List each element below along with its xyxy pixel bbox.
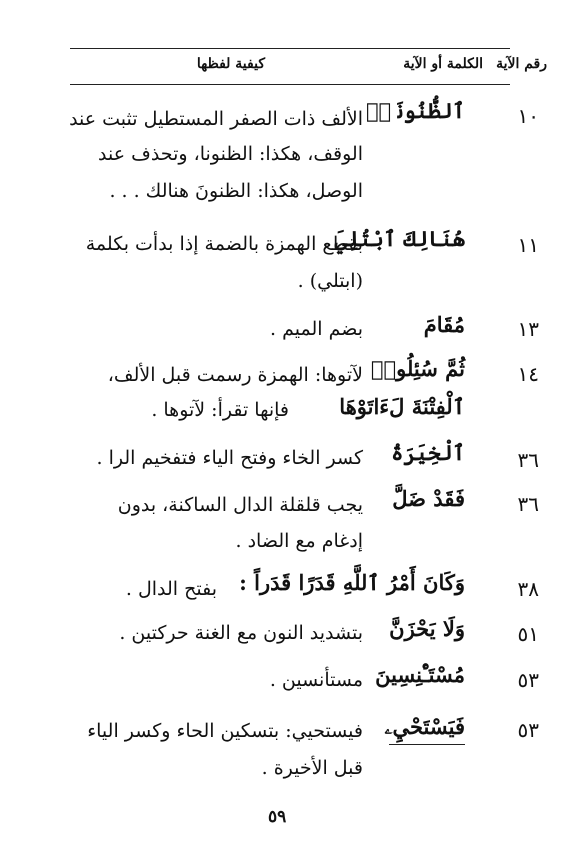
pronunciation-text: الوصل، هكذا: الظنونَ هنالك . . .: [109, 180, 363, 202]
quran-word: هُنَالِكَ ٱبْتُلِيَ: [334, 226, 465, 251]
verse-number: ١١: [517, 233, 539, 257]
pronunciation-text: فإنها تقرأ: لآتوها .: [151, 399, 289, 421]
verse-number: ٥١: [517, 622, 539, 646]
pronunciation-text: قبل الأخيرة .: [261, 757, 363, 779]
pronunciation-text: الوقف، هكذا: الظنونا، وتحذف عند: [98, 143, 363, 165]
pronunciation-text: بتشديد النون مع الغنة حركتين .: [119, 622, 363, 644]
verse-number: ٥٣: [517, 668, 539, 692]
verse-number: ٥٣: [517, 718, 539, 742]
verse-number: ٣٨: [517, 577, 539, 601]
quran-word: وَكَانَ أَمْرُ ٱللَّهِ قَدَرًا قَدَراً :: [239, 570, 465, 595]
pronunciation-text: يجب قلقلة الدال الساكنة، بدون: [117, 494, 363, 516]
verse-number: ٣٦: [517, 492, 539, 516]
quran-word: ثُمَّ سُئِلُوا۟: [370, 356, 465, 381]
page-number: ٥٩: [268, 807, 287, 827]
quran-word: فَقَدْ ضَلَّ: [392, 486, 465, 511]
verse-number: ٣٦: [517, 448, 539, 472]
pronunciation-text: (ابتلي) .: [297, 270, 363, 292]
header-pronunciation-column: كيفية لفظها: [196, 56, 265, 72]
header-word-column: الكلمة أو الآية: [403, 56, 483, 72]
verse-number: ١٠: [517, 104, 539, 128]
quran-word: فَيَسْتَحْيِۦ: [384, 714, 465, 739]
pronunciation-text: إدغام مع الضاد .: [235, 530, 363, 552]
pronunciation-text: بضم الميم .: [270, 318, 363, 340]
word-underline: [389, 744, 465, 745]
pronunciation-text: فيستحيي: بتسكين الحاء وكسر الياء: [87, 720, 363, 742]
quran-word: ٱلْخِيَرَةُ: [391, 440, 465, 465]
quran-word: مُسْتَـْٔنِسِينَ: [375, 662, 465, 687]
pronunciation-text: بقطع الهمزة بالضمة إذا بدأت بكلمة: [85, 233, 363, 255]
header-bottom-rule: [70, 84, 510, 85]
header-top-rule: [70, 48, 510, 49]
quran-word: ٱلظُّنُونَا۠: [365, 98, 465, 123]
verse-number: ١٣: [517, 317, 539, 341]
quran-word: ٱلْفِتْنَةَ لَءَاتَوْهَا: [339, 394, 465, 419]
header-number-column: رقم الآية: [496, 56, 547, 72]
pronunciation-text: كسر الخاء وفتح الياء فتفخيم الرا .: [96, 447, 363, 469]
pronunciation-text: الألف ذات الصفر المستطيل تثبت عند: [69, 108, 363, 130]
pronunciation-text: لآتوها: الهمزة رسمت قبل الألف،: [107, 364, 363, 386]
quran-word: مُقَامَ: [423, 312, 465, 337]
quran-word: وَلَا يَحْزَنَّ: [389, 616, 465, 641]
pronunciation-text: بفتح الدال .: [125, 578, 217, 600]
verse-number: ١٤: [517, 362, 539, 386]
pronunciation-text: مستأنسين .: [269, 669, 363, 691]
